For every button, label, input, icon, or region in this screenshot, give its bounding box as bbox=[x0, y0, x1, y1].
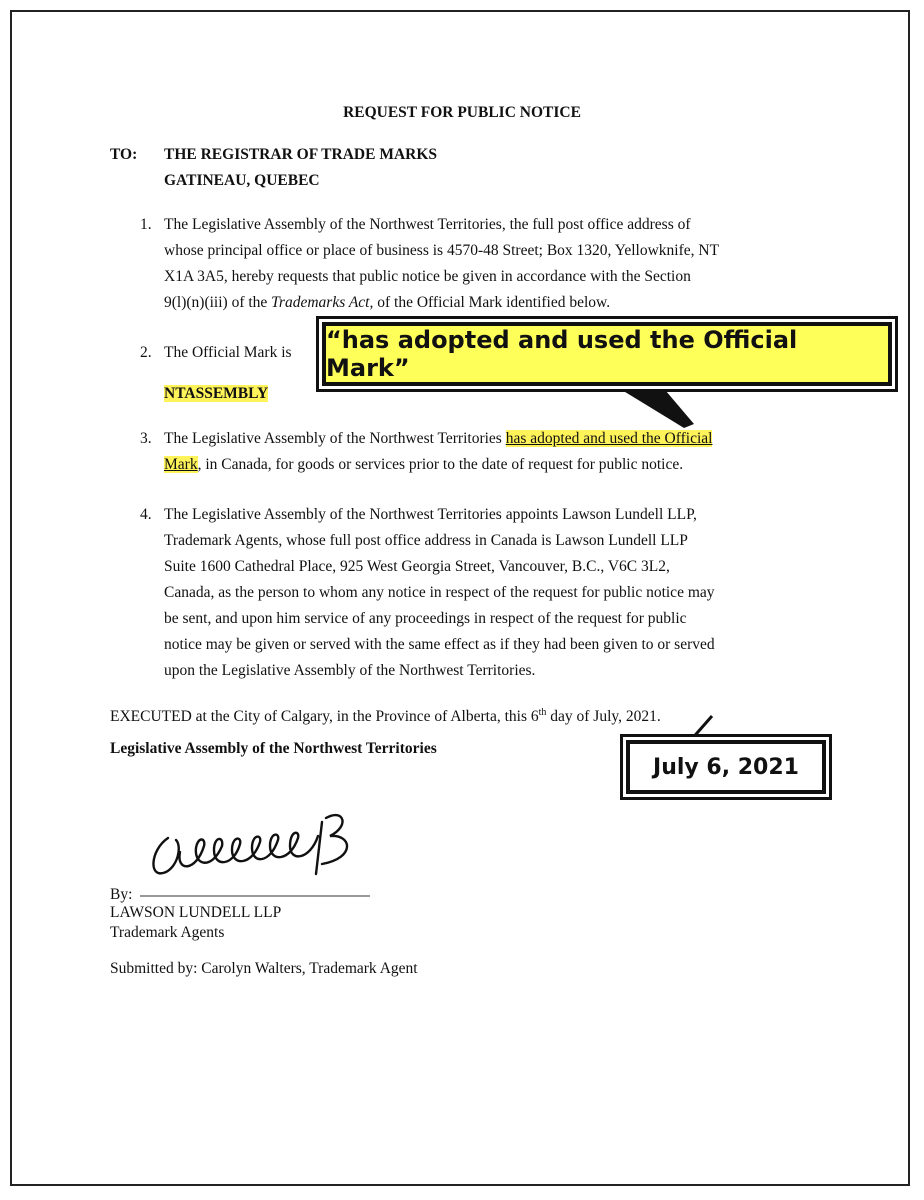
para-4-line: Suite 1600 Cathedral Place, 925 West Georgia Street, Vancouver, B.C., V6C 3L2, bbox=[164, 558, 670, 575]
para-1-line bbox=[164, 290, 610, 316]
para-4-line: Canada, as the person to whom any notice in respect of the request for public notice may bbox=[164, 584, 715, 601]
para-4-line: The Legislative Assembly of the Northwest Territories appoints Lawson Lundell LLP, bbox=[164, 506, 697, 523]
signing-organization: Legislative Assembly of the Northwest Territories bbox=[110, 740, 437, 757]
ordinal-suffix: th bbox=[538, 707, 547, 718]
para-3-number: 3. bbox=[140, 430, 152, 447]
para-1-number: 1. bbox=[140, 216, 152, 233]
para-1-line: whose principal office or place of business is 4570-48 Street; Box 1320, Yellowknife, NT bbox=[164, 242, 720, 259]
para-3-line bbox=[164, 426, 712, 452]
para-4-number: 4. bbox=[140, 506, 152, 523]
submitted-by: Submitted by: Carolyn Walters, Trademark Agent bbox=[110, 960, 418, 977]
executed-line bbox=[110, 700, 661, 730]
to-line-1: THE REGISTRAR OF TRADE MARKS bbox=[164, 146, 438, 163]
firm-name: LAWSON LUNDELL LLP bbox=[110, 904, 282, 921]
para-3-text: The Legislative Assembly of the Northwest Territories bbox=[164, 430, 506, 447]
official-mark bbox=[164, 381, 268, 407]
para-4-line: notice may be given or served with the same effect as if they had been given to or served bbox=[164, 636, 715, 653]
para-3-line bbox=[164, 452, 683, 478]
executed-text: EXECUTED at the City of Calgary, in the Province of Alberta, this 6 bbox=[110, 708, 539, 726]
official-mark-text: NTASSEMBLY bbox=[164, 385, 269, 402]
by-label: By: bbox=[110, 886, 133, 903]
para-2-number: 2. bbox=[140, 344, 152, 361]
para-4-line: Trademark Agents, whose full post office address in Canada is Lawson Lundell LLP bbox=[164, 532, 688, 549]
para-1-text: 9(l)(n)(iii) of the bbox=[164, 294, 272, 311]
para-2-text: The Official Mark is bbox=[164, 344, 292, 361]
quote-callout: “has adopted and used the Official Mark” bbox=[322, 322, 892, 386]
to-line-2: GATINEAU, QUEBEC bbox=[164, 172, 320, 189]
para-1-line: The Legislative Assembly of the Northwest Territories, the full post office address of bbox=[164, 216, 691, 233]
executed-date-text: day of July, 2021. bbox=[546, 708, 661, 726]
document-title: REQUEST FOR PUBLIC NOTICE bbox=[343, 104, 581, 121]
highlighted-phrase: Mark bbox=[164, 456, 198, 473]
para-1-line: X1A 3A5, hereby requests that public notice be given in accordance with the Section bbox=[164, 268, 691, 285]
date-callout: July 6, 2021 bbox=[626, 740, 826, 794]
highlighted-phrase: has adopted and used the Official bbox=[505, 430, 713, 447]
act-name: Trademarks Act, bbox=[271, 294, 374, 311]
para-4-line: upon the Legislative Assembly of the Northwest Territories. bbox=[164, 662, 536, 679]
para-3-text: , in Canada, for goods or services prior to the date of request for public notice. bbox=[197, 456, 684, 473]
firm-role: Trademark Agents bbox=[110, 924, 225, 941]
para-4-line: be sent, and upon him service of any proceedings in respect of the request for public bbox=[164, 610, 687, 627]
para-1-text: of the Official Mark identified below. bbox=[373, 294, 611, 311]
to-label: TO: bbox=[110, 146, 138, 163]
